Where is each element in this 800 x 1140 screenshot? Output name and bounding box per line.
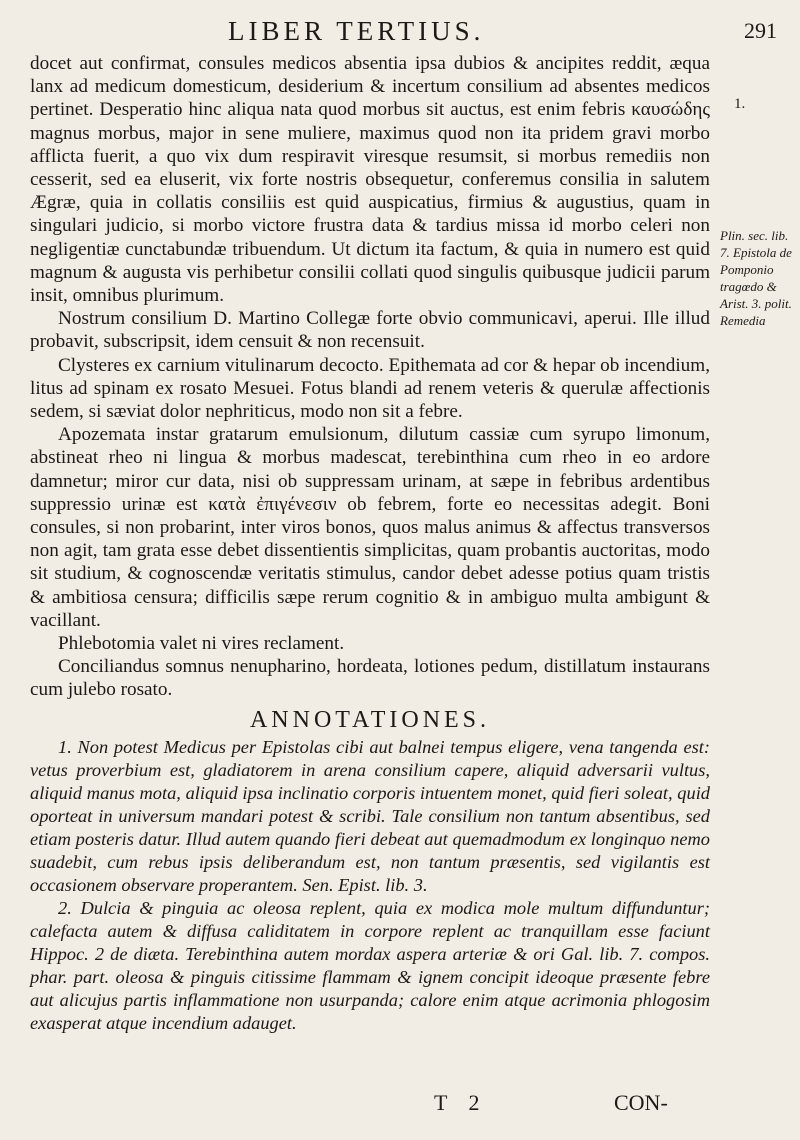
annotation: 2. Dulcia & pinguia ac oleosa replent, quia ex modica mole multum diffunduntur; calefacta autem & diffusa caliditatem in corpore replent ac tranquillam esse faciunt Hippoc. 2 de diæta. Terebinthina autem mordax aspera arteriæ & ori Gal. lib. 7. compos. phar. part. oleosa & pinguis citissime flammam & ignem concipit ideoque præsente febre aut alicujus partis inflammatione non usurpanda; calore enim atque acrimonia phlogosim exasperat atque incendium adauget. — [30, 897, 710, 1033]
running-title: LIBER TERTIUS. — [228, 16, 485, 46]
paragraph: Apozemata instar gratarum emulsionum, dilutum cassiæ cum syrupo limonum, abstineat rheo ni lingua & morbus madescat, terebinthina cum rheo in eo ardore damnetur; miror cur data, nisi ob suppressam urinam, at sæpe in febribus ardentibus suppressio urinæ est κατὰ ἐπιγένεσιν ob febrem, forte eo necessitas adegit. Boni consules, si non probarint, inter viros bonos, quos malus animus & affectus transversos non agit, tam grata esse debet dissentientis simplicitas, quam probantis auctoritas, modo sit studium, & cognoscendæ veritatis stimulus, candor debet adesse potius quam tristis & ambitiosa censura; difficilis sæpe rerum cognitio & in ambiguo multa ambigunt & vacillant. — [30, 424, 710, 631]
paragraph: Conciliandus somnus nenupharino, hordeata, lotiones pedum, distillatum instaurans cum julebo rosato. — [30, 656, 710, 701]
annotation: 1. Non potest Medicus per Epistolas cibi aut balnei tempus eligere, vena tangenda est: vetus proverbium est, gladiatorem in arena consilium capere, aliquid adversarii vultus, aliquid manus mota, aliquid ipsa inclinatio corporis intuentem monet, quid fieri soleat, quid oporteat in universum mandari potest & scribi. Tale consilium non tantum absentibus, sed etiam posteris datur. Illud autem quando fieri debeat aut quemadmodum ex longinquo nemo suadebit, cum rebus ipsis deliberandum est, non tantum præsentis, sed vigilantis est occasionem observare properantem. Sen. Epist. lib. 3. — [30, 736, 710, 895]
page-footer — [0, 1090, 800, 1130]
paragraph: Nostrum consilium D. Martino Collegæ forte obvio communicavi, aperui. Ille illud probavit, subscripsit, idem censuit & non recensuit. — [30, 308, 710, 353]
main-text — [30, 52, 710, 1035]
margin-note-number: 1. — [734, 96, 746, 112]
paragraph: Clysteres ex carnium vitulinarum decocto. Epithemata ad cor & hepar ob incendium, litus ad spinam ex rosato Mesuei. Fotus blandi ad renem veteris & querulæ affectionis sedem, si sæviat dolor nephriticus, modo non sit a febre. — [30, 354, 710, 423]
catchword: CON- — [614, 1090, 668, 1115]
margin-citation: Plin. sec. lib. 7. Epistola de Pomponio tragœdo & Arist. 3. polit. — [720, 228, 792, 311]
page-number: 291 — [744, 18, 777, 43]
margin-notes — [720, 96, 798, 329]
signature-mark: T 2 — [434, 1090, 488, 1115]
annotations-heading: ANNOTATIONES. — [249, 706, 491, 733]
page-header — [0, 10, 800, 50]
margin-remedia: Remedia — [720, 313, 766, 328]
paragraph: docet aut confirmat, consules medicos absentia ipsa dubios & ancipites reddit, æqua lanx ad medicum domesticum, desiderium & incertum consilium ad absentes medicos pertinet. Desperatio hinc aliqua nata quod morbus sit auctus, est enim febris καυσώδης magnus morbus, major in sene muliere, maximus quod non ita pridem gravi morbo afflicta fuerit, a quo vix dum respiravit viresque resumsit, si morbus remediis non cesserit, sed ea eluserit, vix forte nostris obsequetur, conferemus consilia in salutem Ægræ, quia in collatis consiliis est quid auspicatius, firmius & augustius, quam in singulari judicio, si morbo victore frustra data & tardius missa id morbo celeri non negligentiæ cunctabundæ tribuendum. Ut dictum ita factum, & quia in numero est quid magnum & augusta vis perhibetur consilii collati quod singulis quibusque judicii parum insit, omnibus plurimum. — [30, 53, 710, 307]
paragraph: Phlebotomia valet ni vires reclament. — [58, 633, 345, 655]
